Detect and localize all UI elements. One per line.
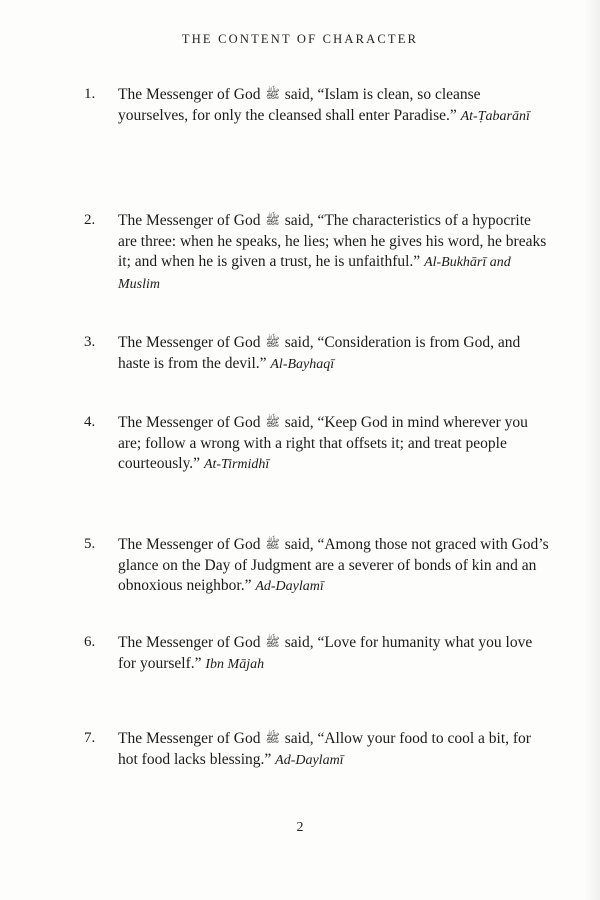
entry-text-before: The Messenger of God xyxy=(118,212,261,229)
entry-text xyxy=(118,84,550,127)
entry-text xyxy=(118,728,550,771)
hadith-entry-5 xyxy=(80,534,550,598)
honorific-glyph-icon: ﷺ xyxy=(265,635,280,649)
entry-text-after: said, “Keep God in mind wherever you are; follow a wrong with a right that offsets it; and treat people courteously.” xyxy=(118,414,528,472)
hadith-entry-6 xyxy=(80,632,550,675)
entry-text xyxy=(118,412,550,476)
entry-text-before: The Messenger of God xyxy=(118,634,261,651)
entry-text-after: said, “Allow your food to cool a bit, for hot food lacks blessing.” xyxy=(118,730,531,768)
entry-text-after: said, “Consideration is from God, and haste is from the devil.” xyxy=(118,334,521,372)
entry-source: Ad-Daylamī xyxy=(275,752,344,768)
entry-text xyxy=(118,332,550,375)
entry-text-after: said, “Love for humanity what you love for yourself.” xyxy=(118,634,533,672)
honorific-glyph-icon: ﷺ xyxy=(265,87,280,101)
entry-source: At-Tirmidhī xyxy=(203,457,270,472)
entry-source: At-Ṭabarānī xyxy=(460,108,530,124)
hadith-entry-3 xyxy=(80,332,550,375)
entry-text-before: The Messenger of God xyxy=(118,334,261,351)
entry-number: 4. xyxy=(84,414,96,430)
entry-source: Al-Bukhārī and Muslim xyxy=(118,255,511,292)
honorific-glyph-icon: ﷺ xyxy=(265,537,280,551)
entry-text xyxy=(118,534,550,598)
honorific-glyph-icon: ﷺ xyxy=(265,335,280,349)
honorific-glyph-icon: ﷺ xyxy=(265,731,280,745)
page-number: 2 xyxy=(296,820,304,835)
hadith-entry-4 xyxy=(80,412,550,476)
hadith-entry-2 xyxy=(80,210,550,295)
entry-number: 2. xyxy=(84,212,96,228)
entry-text xyxy=(118,632,550,675)
hadith-entry-7 xyxy=(80,728,550,771)
entry-number: 3. xyxy=(84,334,96,350)
entry-source: Ibn Mājah xyxy=(205,656,265,672)
entry-text-after: said, “Islam is clean, so cleanse yourselves, for only the cleansed shall enter Paradise.” xyxy=(118,86,481,124)
entry-text-before: The Messenger of God xyxy=(118,536,261,553)
hadith-entry-1 xyxy=(80,84,550,127)
entry-text-after: said, “The characteristics of a hypocrite are three: when he speaks, he lies; when he gives his word, he breaks it; and when he is given a trust, he is unfaithful.” xyxy=(118,212,547,270)
entry-text-before: The Messenger of God xyxy=(118,730,261,747)
entry-text-after: said, “Among those not graced with God’s glance on the Day of Judgment are a severer of bonds of kin and an obnoxious neighbor.” xyxy=(118,536,549,594)
entry-text xyxy=(118,210,550,295)
entry-text-before: The Messenger of God xyxy=(118,86,261,103)
running-head: THE CONTENT OF CHARACTER xyxy=(181,32,419,46)
entry-number: 6. xyxy=(84,634,96,650)
entry-text-before: The Messenger of God xyxy=(118,414,261,431)
entry-source: Ad-Daylamī xyxy=(255,579,324,594)
honorific-glyph-icon: ﷺ xyxy=(265,415,280,429)
honorific-glyph-icon: ﷺ xyxy=(265,213,280,227)
entry-source: Al-Bayhaqī xyxy=(270,356,335,372)
entry-number: 5. xyxy=(84,536,96,552)
entry-number: 1. xyxy=(84,86,96,102)
entry-number: 7. xyxy=(84,730,96,746)
